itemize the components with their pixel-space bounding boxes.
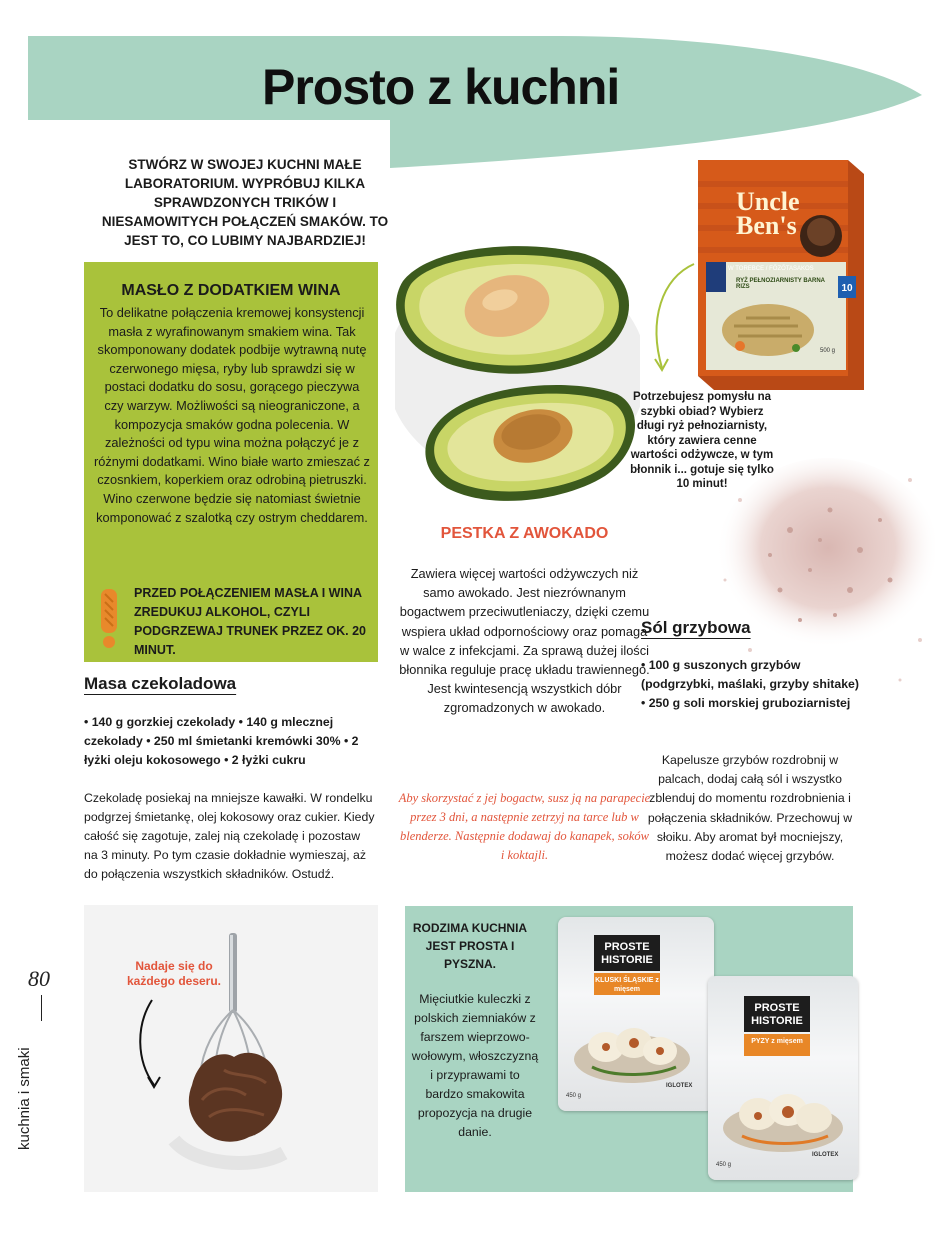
pack1-logo: IGLOTEX [666,1083,693,1089]
mushroom-salt-ingredients: • 100 g suszonych grzybów (podgrzybki, maślaki, grzyby shitake) • 250 g soli morskiej gruboziarnistej [641,658,859,710]
pack2-dumplings-photo [720,1072,846,1156]
pack1-brand: PROSTE HISTORIE [594,935,660,971]
chocolate-title: Masa czekoladowa [84,674,237,693]
polish-cuisine-body: Mięciutkie kuleczki z polskich ziemniaków z farszem wieprzowo-wołowym, włoszczyzną i przyprawami to bardzo smakowita propozycja na drugie danie. [411,992,539,1139]
rice-note: Potrzebujesz pomysłu na szybki obiad? Wybierz długi ryż pełnoziarnisty, który zawiera cenne wartości odżywcze, w tym błonnik i... gotuje się tylko 10 minut! [630,391,774,490]
page-title: Prosto z kuchni [262,59,620,115]
exclamation-icon [98,588,120,650]
wine-butter-tip: PRZED POŁĄCZENIEM MASŁA I WINA ZREDUKUJ ALKOHOL, CZYLI PODGRZEWAJ TRUNEK PRZEZ OK. 20 MINUT. [134,586,366,657]
sidebar-divider [41,995,42,1021]
mushroom-salt-method: Kapelusze grzybów rozdrobnij w palcach, dodaj całą sól i wszystko zblenduj do momentu rozdrobnienia i połączenia składników. Przechowuj w słoiku. Aby aromat był mocniejszy, możesz dodać więcej grzybów. [647,753,853,864]
pack2-brand: PROSTE HISTORIE [744,996,810,1032]
polish-cuisine-title: RODZIMA KUCHNIA JEST PROSTA I PYSZNA. [412,921,528,971]
rice-variant: W TOREBCE / FŐZŐTASAKOS [728,266,814,272]
dumplings-pack-1 [558,917,714,1111]
wine-butter-title: MASŁO Z DODATKIEM WINA [121,282,341,299]
pack1-dumplings-photo [572,1007,692,1087]
polish-cuisine-box [405,906,853,1192]
wine-butter-box [84,262,378,662]
rice-weight: 500 g [820,348,836,354]
rice-product: RYŻ PEŁNOZIARNISTY BARNA RIZS [736,278,825,290]
avocado-illustration [395,226,640,511]
whisk-note: Nadaje się do każdego deseru. [126,959,222,988]
rice-arrow [640,260,700,380]
rice-minutes: 10 [841,283,853,294]
rice-brand [736,187,800,240]
chocolate-ingredients: • 140 g gorzkiej czekolady • 140 g mlecznej czekolady • 250 ml śmietanki kremówki 30% • 2 łyżki oleju kokosowego • 2 łyżki cukru [84,715,359,767]
pack2-name: PYZY z mięsem [744,1034,810,1056]
whisk-chocolate-illustration [84,905,378,1192]
section-name: kuchnia i smaki [16,1047,33,1150]
whisk-photo [84,905,378,1192]
chocolate-method: Czekoladę posiekaj na mniejsze kawałki. W rondelku podgrzej śmietankę, olej kokosowy oraz cukier. Kiedy całość się zagotuje, zalej nią czekoladę i pozostaw na 3 minuty. Po tym czasie dokładnie wymieszaj, aż do połączenia wszystkich składników. Ostudź. [84,791,375,881]
rice-brand-line2: Ben's [736,211,797,240]
rice-brand-line1: Uncle [736,187,800,216]
avocado-quote: Aby skorzystać z jej bogactw, susz ją na parapecie przez 3 dni, a następnie zetrzyj na tarce lub w blenderze. Następnie dodawaj do kanapek, soków i koktajli. [398,791,651,862]
dumplings-pack-2 [708,976,858,1180]
pack2-weight: 450 g [716,1162,732,1168]
pack1-weight: 450 g [566,1093,582,1099]
rice-package [698,160,864,390]
avocado-body: Zawiera więcej wartości odżywczych niż samo awokado. Jest niezrównanym bogactwem przeciwutleniaczy, dzięki czemu wspiera układ odpornościowy oraz pomaga w walce z infekcjami. Za sprawą dużej ilości błonnika reguluje pracę układu trawiennego. Jest kwintesencją wszystkich dóbr zgromadzonych w awokado. [399,566,650,716]
mushroom-salt-title: Sól grzybowa [641,618,751,637]
avocado-title: PESTKA Z AWOKADO [440,525,609,542]
pack1-name: KLUSKI ŚLĄSKIE z mięsem [594,973,660,995]
page-number: 80 [28,966,50,991]
intro-text: STWÓRZ W SWOJEJ KUCHNI MAŁE LABORATORIUM. WYPRÓBUJ KILKA SPRAWDZONYCH TRIKÓW I NIESAMOWITYCH POŁĄCZEŃ SMAKÓW. TO JEST TO, CO LUBIMY NAJBARDZIEJ! [101,157,389,248]
pack2-logo: IGLOTEX [812,1152,839,1158]
wine-butter-body: To delikatne połączenia kremowej konsystencji masła z wyrafinowanym smakiem wina. Tak skomponowany dodatek podbije wytrawną nutę czerwonego mięsa, ryby lub sprawdzi się w postaci dodatku do sosu, gorącego pieczywa czy warzyw. Możliwości są nieograniczone, a kompozycja smaków godna polecenia. W zależności od typu wina można połączyć je z różnymi dodatkami. Wino białe warto zmieszać z czosnkiem, koperkiem oraz odrobiną pietruszki. Wino czerwone będzie się natomiast świetnie komponować z szalotką czy ostrym cheddarem. [94,305,370,525]
